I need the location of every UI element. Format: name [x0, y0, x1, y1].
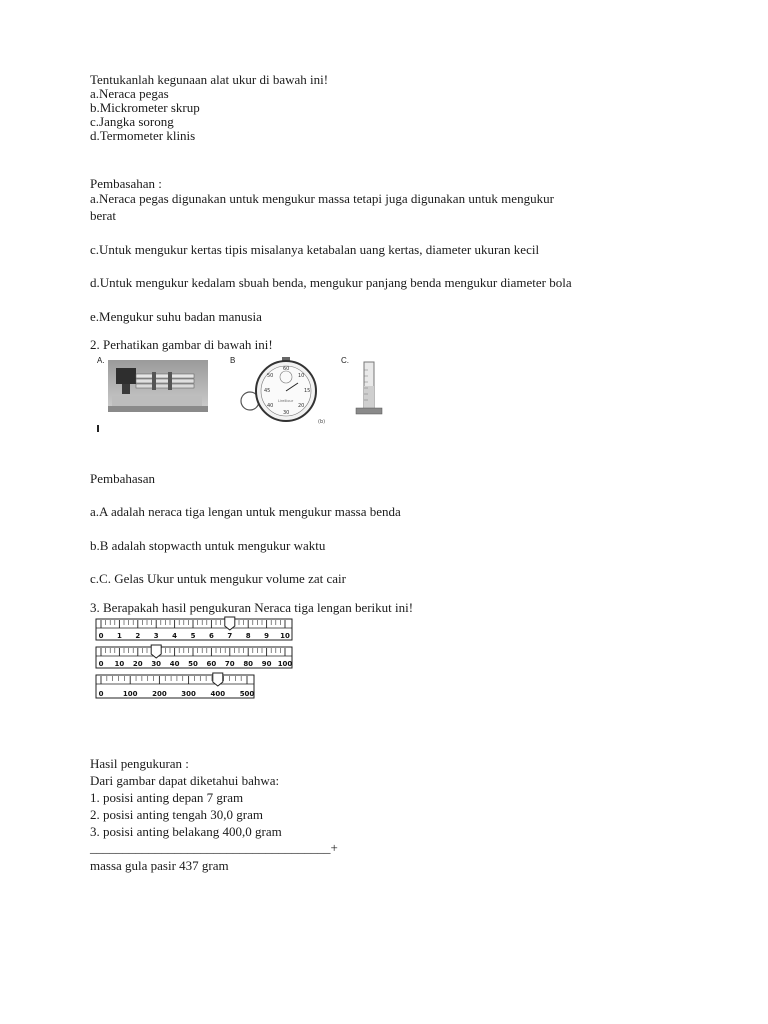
scale-tick-label: 1 — [116, 632, 122, 640]
svg-text:45: 45 — [264, 388, 271, 394]
scale-tick-label: 100 — [122, 690, 138, 698]
question1-item-b: b.Mickrometer skrup — [90, 100, 200, 115]
discussion1-d: d.Untuk mengukur kedalam sbuah benda, mengukur panjang benda mengukur diameter bola — [90, 275, 572, 290]
result-line-3: 3. posisi anting belakang 400,0 gram — [90, 824, 282, 839]
scale-tick-label: 6 — [208, 632, 214, 640]
scale-tick-label: 30 — [151, 660, 162, 668]
scale-tick-label: 0 — [98, 690, 104, 698]
beam-scale-back — [95, 672, 255, 700]
discussion1-a-line1: a.Neraca pegas digunakan untuk mengukur massa tetapi juga digunakan untuk mengukur — [90, 191, 554, 206]
figure-label-a: A. — [97, 356, 105, 365]
scale-tick-label: 60 — [206, 660, 217, 668]
discussion2-b: b.B adalah stopwacth untuk mengukur waktu — [90, 538, 326, 553]
scale-tick-label: 70 — [224, 660, 235, 668]
question1-prompt: Tentukanlah kegunaan alat ukur di bawah ini! — [90, 72, 329, 87]
scale-tick-label: 400 — [210, 690, 226, 698]
scale-tick-label: 20 — [132, 660, 143, 668]
scale-tick-label: 500 — [239, 690, 255, 698]
discussion2-heading: Pembahasan — [90, 471, 155, 486]
scale-tick-label: 7 — [227, 632, 233, 640]
scale-tick-label: 10 — [114, 660, 125, 668]
scale-tick-label: 200 — [152, 690, 167, 698]
result-heading: Hasil pengukuran : — [90, 756, 189, 771]
beam-scale-front — [95, 616, 293, 642]
scale-tick-label: 0 — [98, 660, 104, 668]
figure-label-c: C. — [341, 356, 349, 365]
scale-tick-label: 9 — [264, 632, 270, 640]
scale-tick-label: 10 — [280, 632, 290, 640]
result-intro: Dari gambar dapat diketahui bahwa: — [90, 773, 280, 788]
discussion2-a: a.A adalah neraca tiga lengan untuk mengukur massa benda — [90, 504, 401, 519]
beam-scale-middle — [95, 644, 293, 670]
svg-text:60: 60 — [283, 366, 290, 372]
svg-text:15: 15 — [304, 388, 311, 394]
scale-tick-label: 4 — [172, 632, 178, 640]
result-divider: _____________________________________+ — [90, 840, 338, 855]
figure-label-b: B — [230, 356, 236, 365]
scale-tick-label: 5 — [190, 632, 196, 640]
scale-tick-label: 0 — [98, 632, 104, 640]
question1-item-c: c.Jangka sorong — [90, 114, 174, 129]
stopwatch-caption: (b) — [318, 419, 326, 425]
stray-mark — [97, 425, 99, 432]
svg-text:10: 10 — [298, 373, 305, 379]
question3-prompt: 3. Berapakah hasil pengukuran Neraca tiga lengan berikut ini! — [90, 600, 414, 615]
discussion1-e: e.Mengukur suhu badan manusia — [90, 309, 262, 324]
scale-tick-label: 300 — [181, 690, 196, 698]
stopwatch-image — [238, 357, 334, 427]
scale-tick-label: 50 — [188, 660, 198, 668]
svg-text:Lirelliour: Lirelliour — [278, 399, 294, 403]
svg-text:20: 20 — [298, 403, 305, 409]
measuring-cylinder-image — [352, 360, 386, 418]
scale-tick-label: 80 — [243, 660, 254, 668]
scale-tick-label: 8 — [245, 632, 251, 640]
result-total: massa gula pasir 437 gram — [90, 858, 229, 873]
triple-beam-balance-image — [108, 360, 208, 412]
discussion1-heading: Pembasahan : — [90, 176, 162, 191]
question1-item-d: d.Termometer klinis — [90, 128, 196, 143]
svg-text:50: 50 — [267, 373, 274, 379]
scale-tick-label: 100 — [277, 660, 293, 668]
scale-frame — [96, 675, 254, 698]
question2-prompt: 2. Perhatikan gambar di bawah ini! — [90, 337, 273, 352]
svg-text:40: 40 — [267, 403, 274, 409]
svg-text:30: 30 — [283, 410, 290, 416]
question1-item-a: a.Neraca pegas — [90, 86, 169, 101]
result-line-2: 2. posisi anting tengah 30,0 gram — [90, 807, 263, 822]
result-line-1: 1. posisi anting depan 7 gram — [90, 790, 244, 805]
discussion2-c: c.C. Gelas Ukur untuk mengukur volume zat cair — [90, 571, 346, 586]
scale-tick-label: 3 — [153, 632, 159, 640]
scale-tick-label: 2 — [135, 632, 141, 640]
scale-tick-label: 40 — [169, 660, 180, 668]
scale-tick-label: 90 — [261, 660, 272, 668]
discussion1-c: c.Untuk mengukur kertas tipis misalanya ketabalan uang kertas, diameter ukuran kecil — [90, 242, 540, 257]
discussion1-a-line2: berat — [90, 208, 116, 223]
